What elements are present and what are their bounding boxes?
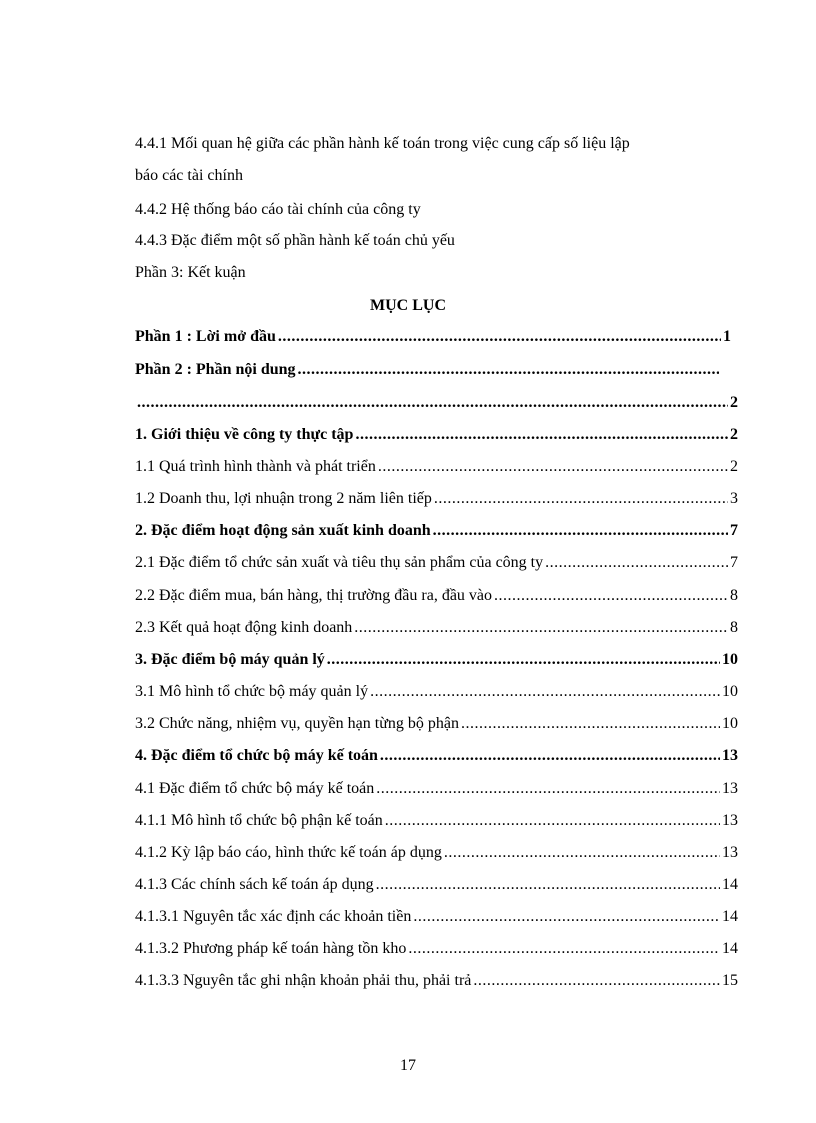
toc-entry-label: 4.1.2 Kỳ lập báo cáo, hình thức kế toán áp dụng xyxy=(135,844,442,861)
toc-entry-page: 14 xyxy=(722,940,738,957)
toc-entry-label: 4.1.3.2 Phương pháp kế toán hàng tồn kho xyxy=(135,940,407,957)
intro-line-4: 4.4.3 Đặc điểm một số phần hành kế toán chủ yếu xyxy=(135,232,455,249)
toc-entry-label: Phần 2 : Phần nội dung xyxy=(135,361,296,378)
toc-entry-label: 1.2 Doanh thu, lợi nhuận trong 2 năm liên tiếp xyxy=(135,490,432,507)
intro-line-5: Phần 3: Kết kuận xyxy=(135,264,246,281)
toc-entry-label: 2. Đặc điểm hoạt động sản xuất kinh doanh xyxy=(135,522,431,539)
toc-entry xyxy=(135,586,738,606)
toc-entry-label: 4.1.1 Mô hình tổ chức bộ phận kế toán xyxy=(135,812,383,829)
toc-entry xyxy=(135,939,738,959)
toc-entry-page: 1 xyxy=(723,328,731,345)
toc-entry-page: 13 xyxy=(722,780,738,797)
page-number: 17 xyxy=(400,1057,416,1074)
toc-entry-page: 8 xyxy=(730,587,738,604)
toc-entry xyxy=(135,360,721,380)
toc-entry-page: 15 xyxy=(722,972,738,989)
toc-entry xyxy=(135,779,738,799)
toc-leader-dots xyxy=(378,457,728,477)
toc-leader-dots xyxy=(355,425,728,445)
toc-entry-page: 2 xyxy=(730,394,738,411)
toc-entry xyxy=(135,682,738,702)
toc-entry-label: 2.2 Đặc điểm mua, bán hàng, thị trường đầu ra, đầu vào xyxy=(135,587,493,604)
toc-entry xyxy=(135,843,738,863)
toc-entry-label: 3.2 Chức năng, nhiệm vụ, quyền hạn từng bộ phận xyxy=(135,715,459,732)
toc-entry-page: 10 xyxy=(722,651,738,668)
toc-entry-label: 2.3 Kết quả hoạt động kinh doanh xyxy=(135,619,353,636)
toc-entry xyxy=(135,393,738,413)
toc-entry-page: 14 xyxy=(722,876,738,893)
intro-line-2: báo các tài chính xyxy=(135,167,243,184)
toc-leader-dots xyxy=(385,811,720,831)
toc-entry-label: Phần 1 : Lời mở đầu xyxy=(135,328,276,345)
toc-entry xyxy=(135,521,738,541)
toc-leader-dots xyxy=(380,746,720,766)
toc-leader-dots xyxy=(545,553,728,573)
toc-entry xyxy=(135,907,738,927)
toc-entry-label: 2.1 Đặc điểm tổ chức sản xuất và tiêu thụ sản phẩm của công ty xyxy=(135,554,544,571)
toc-leader-dots xyxy=(376,875,720,895)
toc-entry-label: 4.1.3.3 Nguyên tắc ghi nhận khoản phải thu, phải trả xyxy=(135,972,472,989)
toc-leader-dots xyxy=(444,843,720,863)
toc-entry xyxy=(135,650,738,670)
toc-leader-dots xyxy=(461,714,720,734)
toc-entry-page: 7 xyxy=(730,522,738,539)
intro-line-3: 4.4.2 Hệ thống báo cáo tài chính của công ty xyxy=(135,201,421,218)
toc-entry xyxy=(135,553,738,573)
toc-entry-page: 10 xyxy=(722,683,738,700)
toc-entry-page: 3 xyxy=(730,490,738,507)
toc-leader-dots xyxy=(327,650,720,670)
toc-entry xyxy=(135,457,738,477)
toc-entry xyxy=(135,746,738,766)
toc-leader-dots xyxy=(408,939,720,959)
toc-entry xyxy=(135,489,738,509)
toc-title: MỤC LỤC xyxy=(370,297,446,314)
toc-leader-dots xyxy=(434,489,728,509)
toc-leader-dots xyxy=(433,521,728,541)
toc-entry-page: 2 xyxy=(730,426,738,443)
toc-entry-label: 4.1 Đặc điểm tổ chức bộ máy kế toán xyxy=(135,780,375,797)
toc-leader-dots xyxy=(278,327,721,347)
toc-leader-dots xyxy=(298,360,719,380)
toc-entry-label: 3.1 Mô hình tổ chức bộ máy quản lý xyxy=(135,683,369,700)
toc-entry-label: 1.1 Quá trình hình thành và phát triển xyxy=(135,458,376,475)
toc-leader-dots xyxy=(494,586,728,606)
toc-entry xyxy=(135,811,738,831)
toc-entry xyxy=(135,714,738,734)
toc-entry-label: 4.1.3 Các chính sách kế toán áp dụng xyxy=(135,876,374,893)
toc-leader-dots xyxy=(370,682,720,702)
toc-entry-label: 3. Đặc điểm bộ máy quản lý xyxy=(135,651,325,668)
toc-entry xyxy=(135,327,731,347)
toc-entry-page: 13 xyxy=(722,812,738,829)
toc-entry-page: 14 xyxy=(722,908,738,925)
toc-entry-label: 1. Giới thiệu về công ty thực tập xyxy=(135,426,354,443)
toc-leader-dots xyxy=(376,779,720,799)
toc-entry-page: 13 xyxy=(722,844,738,861)
toc-entry-page: 2 xyxy=(730,458,738,475)
toc-entry xyxy=(135,971,738,991)
toc-entry xyxy=(135,425,738,445)
toc-leader-dots xyxy=(473,971,720,991)
toc-entry-label: 4. Đặc điểm tổ chức bộ máy kế toán xyxy=(135,747,378,764)
toc-entry-page: 8 xyxy=(730,619,738,636)
toc-entry-page: 10 xyxy=(722,715,738,732)
toc-entry-page: 7 xyxy=(730,554,738,571)
toc-entry-label: 4.1.3.1 Nguyên tắc xác định các khoản tiền xyxy=(135,908,412,925)
toc-entry xyxy=(135,875,738,895)
toc-leader-dots xyxy=(413,907,720,927)
toc-leader-dots xyxy=(137,393,728,413)
toc-entry xyxy=(135,618,738,638)
intro-line-1: 4.4.1 Mối quan hệ giữa các phần hành kế toán trong việc cung cấp số liệu lập xyxy=(135,135,630,152)
toc-leader-dots xyxy=(354,618,728,638)
toc-entry-page: 13 xyxy=(722,747,738,764)
